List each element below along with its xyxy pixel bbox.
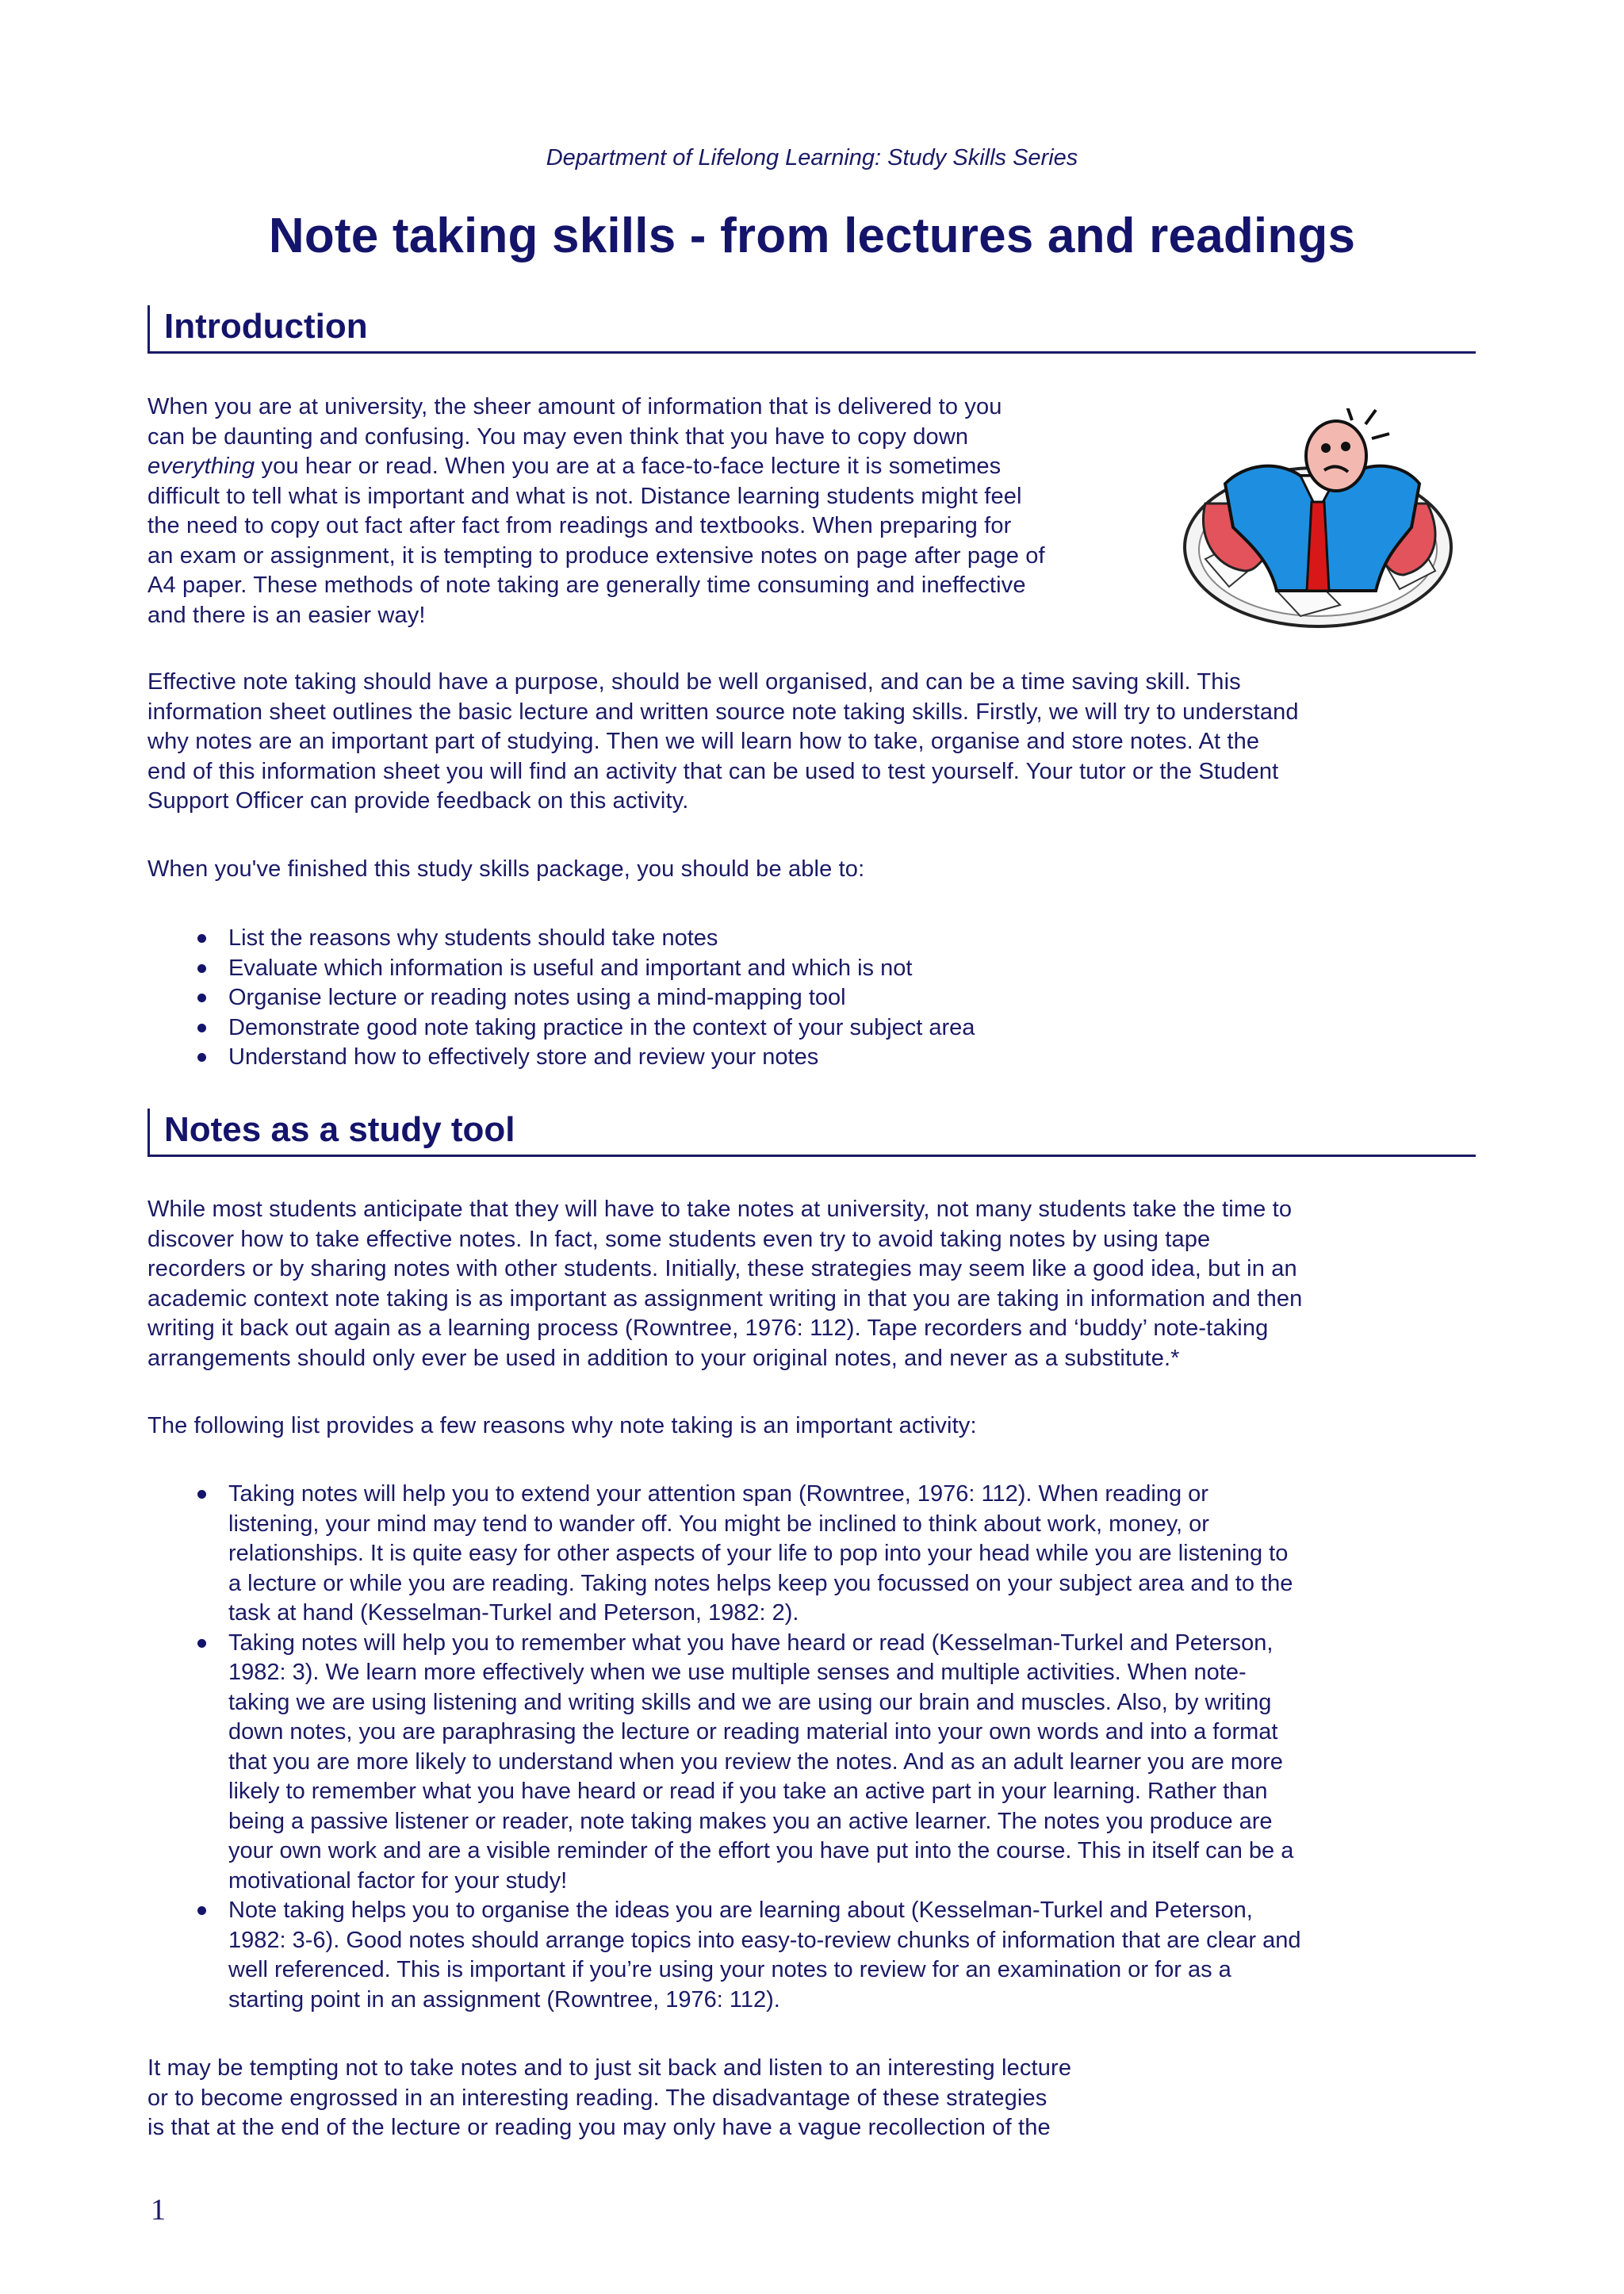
list-item-text: task at hand (Kesselman-Turkel and Peterson, 1982: 2).: [228, 1600, 799, 1626]
list-item-text: that you are more likely to understand when you review the notes. And as an adult learner you are more: [228, 1748, 1283, 1775]
page-title: Note taking skills - from lectures and readings: [268, 209, 1356, 263]
bullet-icon: [197, 1490, 206, 1499]
stressed-student-cartoon: [1182, 408, 1459, 634]
intro-paragraph-3: [147, 855, 864, 885]
text-line: can be daunting and confusing. You may even think that you have to copy down: [147, 423, 969, 450]
list-item: [147, 1896, 1480, 2015]
text-line: recorders or by sharing notes with other students. Initially, these strategies may seem like a good idea, but in an: [147, 1256, 1297, 1281]
text-line: [147, 452, 1045, 482]
list-item-text: Demonstrate good note taking practice in the context of your subject area: [228, 1014, 975, 1040]
objectives-list: [147, 924, 1480, 1073]
list-item-text: Organise lecture or reading notes using a mind-mapping tool: [228, 985, 846, 1010]
text-line: academic context note taking is as important as assignment writing in that you are taking in information and then: [147, 1285, 1303, 1312]
text-line: It may be tempting not to take notes and to just sit back and listen to an interesting lecture: [147, 2055, 1072, 2081]
text-line: arrangements should only ever be used in addition to your original notes, and never as a substitute.*: [147, 1345, 1180, 1371]
list-item-text: Taking notes will help you to remember what you have heard or read (Kesselman-Turkel and Peterson,: [228, 1630, 1274, 1656]
page-number: 1: [151, 2193, 166, 2227]
list-item: [147, 924, 1480, 954]
list-item-text: Evaluate which information is useful and important and which is not: [228, 955, 913, 981]
emphasis-text: everything: [147, 454, 255, 479]
bullet-icon: [197, 994, 206, 1002]
text-line: writing it back out again as a learning process (Rowntree, 1976: 112). Tape recorders and ‘buddy’ note-taking: [147, 1316, 1269, 1341]
list-item: [147, 1480, 1480, 1629]
list-item-text: down notes, you are paraphrasing the lecture or reading material into your own words and into a format: [228, 1719, 1278, 1744]
list-item-text: well referenced. This is important if you’re using your notes to review for an examination or for as a: [228, 1957, 1231, 1982]
text-line: A4 paper. These methods of note taking are generally time consuming and ineffective: [147, 573, 1026, 598]
text-line: discover how to take effective notes. In fact, some students even try to avoid taking notes by using tape: [147, 1226, 1211, 1252]
section-heading-study-tool: [147, 1109, 1476, 1157]
text-line: is that at the end of the lecture or reading you may only have a vague recollection of the: [147, 2115, 1051, 2140]
text-line: The following list provides a few reasons why note taking is an important activity:: [147, 1413, 977, 1438]
intro-paragraph-1: [147, 393, 1045, 630]
series-header: Department of Lifelong Learning: Study Skills Series: [546, 145, 1078, 170]
list-item-text: your own work and are a visible reminder of the effort you have put into the course. This in itself can be a: [228, 1838, 1294, 1863]
text-fragment: you hear or read. When you are at a face-to-face lecture it is sometimes: [255, 454, 1002, 479]
list-item-text: Taking notes will help you to extend your attention span (Rowntree, 1976: 112). When reading or: [228, 1481, 1208, 1507]
bullet-icon: [197, 934, 206, 943]
text-line: or to become engrossed in an interesting reading. The disadvantage of these strategies: [147, 2085, 1048, 2111]
list-item: [147, 1629, 1480, 1897]
list-item-text: Understand how to effectively store and review your notes: [228, 1044, 819, 1070]
text-line: While most students anticipate that they will have to take notes at university, not many students take the time to: [147, 1197, 1293, 1222]
text-line: an exam or assignment, it is tempting to produce extensive notes on page after page of: [147, 542, 1045, 569]
reasons-list: [147, 1480, 1480, 2015]
bullet-icon: [197, 1053, 206, 1062]
bullet-icon: [197, 1906, 206, 1915]
study-tool-paragraph-1: [147, 1195, 1302, 1373]
bullet-icon: [197, 1639, 206, 1648]
list-item-text: 1982: 3-6). Good notes should arrange topics into easy-to-review chunks of information that are clear and: [228, 1927, 1301, 1953]
text-line: the need to copy out fact after fact from readings and textbooks. When preparing for: [147, 513, 1012, 538]
section-heading-text: Introduction: [164, 307, 368, 346]
text-line: end of this information sheet you will find an activity that can be used to test yourself. Your tutor or the Student: [147, 758, 1279, 784]
list-item-text: relationships. It is quite easy for other aspects of your life to pop into your head while you are listening to: [228, 1541, 1289, 1566]
text-line: When you've finished this study skills package, you should be able to:: [147, 856, 865, 882]
section-heading-introduction: [147, 305, 1476, 354]
text-line: Effective note taking should have a purpose, should be well organised, and can be a time saving skill. This: [147, 669, 1241, 695]
text-line: why notes are an important part of studying. Then we will learn how to take, organise and store notes. At the: [147, 729, 1260, 754]
list-item-text: motivational factor for your study!: [228, 1867, 568, 1894]
list-item: [147, 1013, 1480, 1044]
list-item: [147, 983, 1480, 1013]
bullet-icon: [197, 1024, 206, 1032]
list-item-text: starting point in an assignment (Rowntree, 1976: 112).: [228, 1986, 780, 2013]
text-line: When you are at university, the sheer amount of information that is delivered to you: [147, 394, 1002, 419]
section-heading-text: Notes as a study tool: [164, 1110, 515, 1149]
list-item-text: Note taking helps you to organise the ideas you are learning about (Kesselman-Turkel and Peterson,: [228, 1898, 1253, 1923]
intro-paragraph-2: [147, 668, 1299, 817]
list-item-text: likely to remember what you have heard or read if you take an active part in your learning. Rather than: [228, 1779, 1268, 1804]
list-item: [147, 954, 1480, 984]
study-tool-paragraph-3: [147, 2054, 1071, 2143]
list-item-text: List the reasons why students should take notes: [228, 925, 718, 951]
list-item-text: a lecture or while you are reading. Taking notes helps keep you focussed on your subject area and to the: [228, 1570, 1293, 1596]
text-line: information sheet outlines the basic lecture and written source note taking skills. Firstly, we will try to understand: [147, 699, 1299, 725]
text-line: Support Officer can provide feedback on this activity.: [147, 788, 689, 814]
list-item-text: 1982: 3). We learn more effectively when we use multiple senses and multiple activities. When note-: [228, 1660, 1247, 1685]
text-line: difficult to tell what is important and what is not. Distance learning students might feel: [147, 483, 1022, 509]
list-item: [147, 1043, 1480, 1073]
study-tool-paragraph-2: [147, 1411, 977, 1442]
text-line: and there is an easier way!: [147, 602, 426, 628]
list-item-text: being a passive listener or reader, note taking makes you an active learner. The notes you produce are: [228, 1808, 1273, 1834]
bullet-icon: [197, 964, 206, 973]
list-item-text: listening, your mind may tend to wander off. You might be inclined to think about work, money, or: [228, 1511, 1209, 1537]
list-item-text: taking we are using listening and writing skills and we are using our brain and muscles. Also, by writing: [228, 1689, 1272, 1715]
